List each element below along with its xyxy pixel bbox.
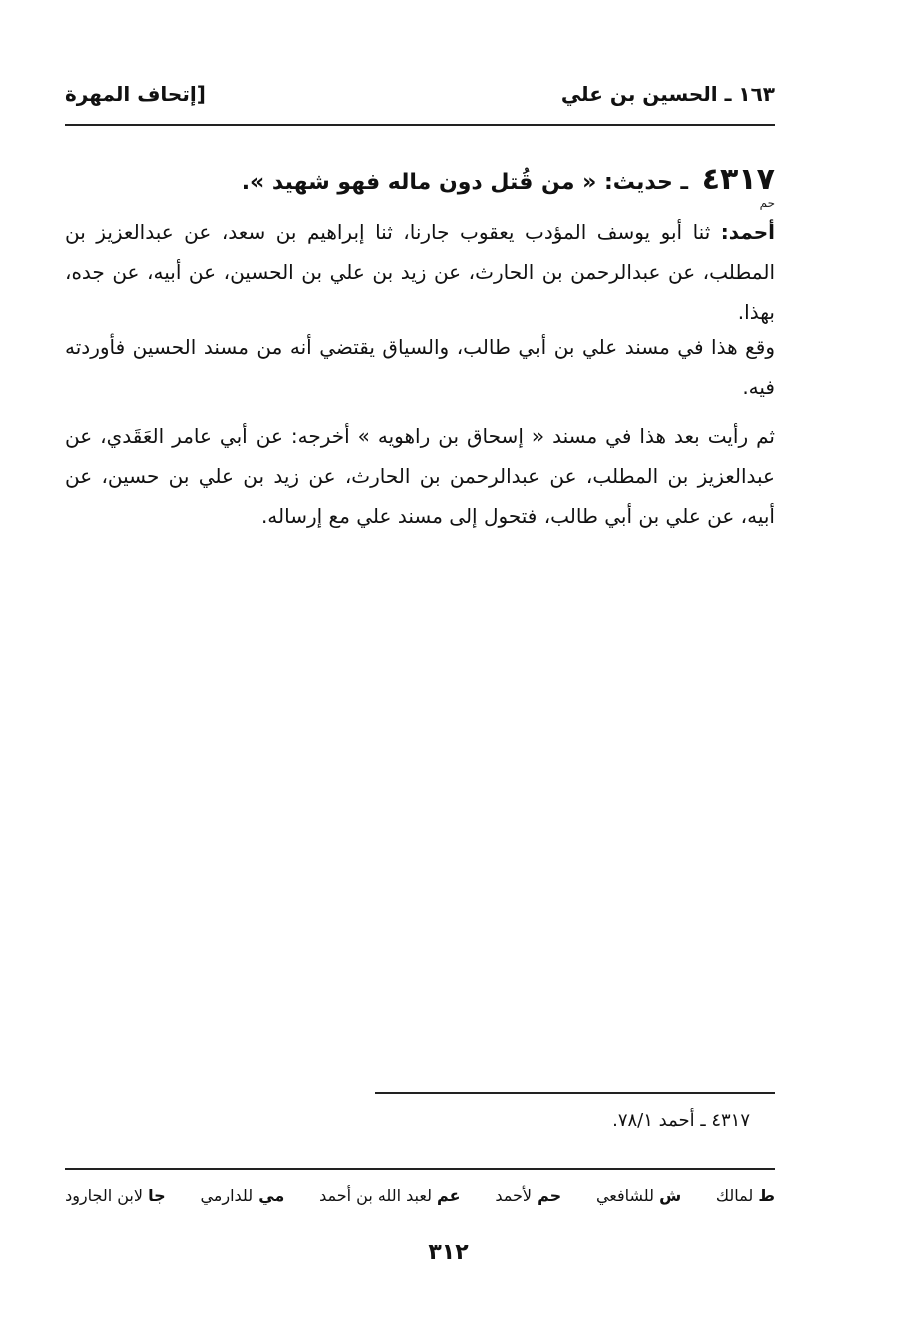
abbreviation-item: حم لأحمد	[495, 1186, 562, 1205]
header-chapter-title: ١٦٣ ـ الحسين بن علي	[560, 82, 775, 106]
abbreviations-legend	[65, 1186, 775, 1205]
abbreviations-divider	[65, 1168, 775, 1170]
entry-number: ٤٣١٧	[701, 162, 775, 197]
header-book-title: [إتحاف المهرة	[65, 82, 206, 106]
abbreviation-item: جا لابن الجارود	[65, 1186, 166, 1205]
abbreviation-item: ش للشافعي	[595, 1186, 682, 1205]
abbreviation-item: ط لمالك	[715, 1186, 775, 1205]
header-divider	[65, 124, 775, 126]
abbreviation-item: مي للدارمي	[200, 1186, 285, 1205]
paragraph-chain-text: ثنا أبو يوسف المؤدب يعقوب جارنا، ثنا إبراهيم بن سعد، عن عبدالعزيز بن المطلب، عن عبدالرحمن بن الحارث، عن زيد بن علي بن الحسين، عن أبيه، عن جده، بهذا.	[65, 220, 775, 324]
running-header	[65, 82, 775, 122]
source-name: أحمد:	[720, 220, 775, 244]
paragraph-addendum: ثم رأيت بعد هذا في مسند « إسحاق بن راهويه » أخرجه: عن أبي عامر العَقَدي، عن عبدالعزيز بن المطلب، عن عبدالرحمن بن الحارث، عن زيد بن علي بن حسين، عن أبيه، عن علي بن أبي طالب، فتحول إلى مسند علي مع إرساله.	[65, 424, 775, 528]
page-number: ٣١٢	[428, 1240, 469, 1265]
entry-title: ـ حديث: « من قُتل دون ماله فهو شهيد ».	[241, 170, 689, 195]
abbreviation-item: عم لعبد الله بن أحمد	[319, 1186, 461, 1205]
source-siglum: حم	[759, 196, 775, 210]
footnote: ٤٣١٧ ـ أحمد ٧٨/١.	[612, 1110, 750, 1131]
entry-heading	[65, 160, 775, 203]
paragraph-note: وقع هذا في مسند علي بن أبي طالب، والسياق يقتضي أنه من مسند الحسين فأوردته فيه.	[65, 335, 775, 399]
footnote-divider	[375, 1092, 775, 1094]
paragraph-chain	[65, 212, 775, 332]
